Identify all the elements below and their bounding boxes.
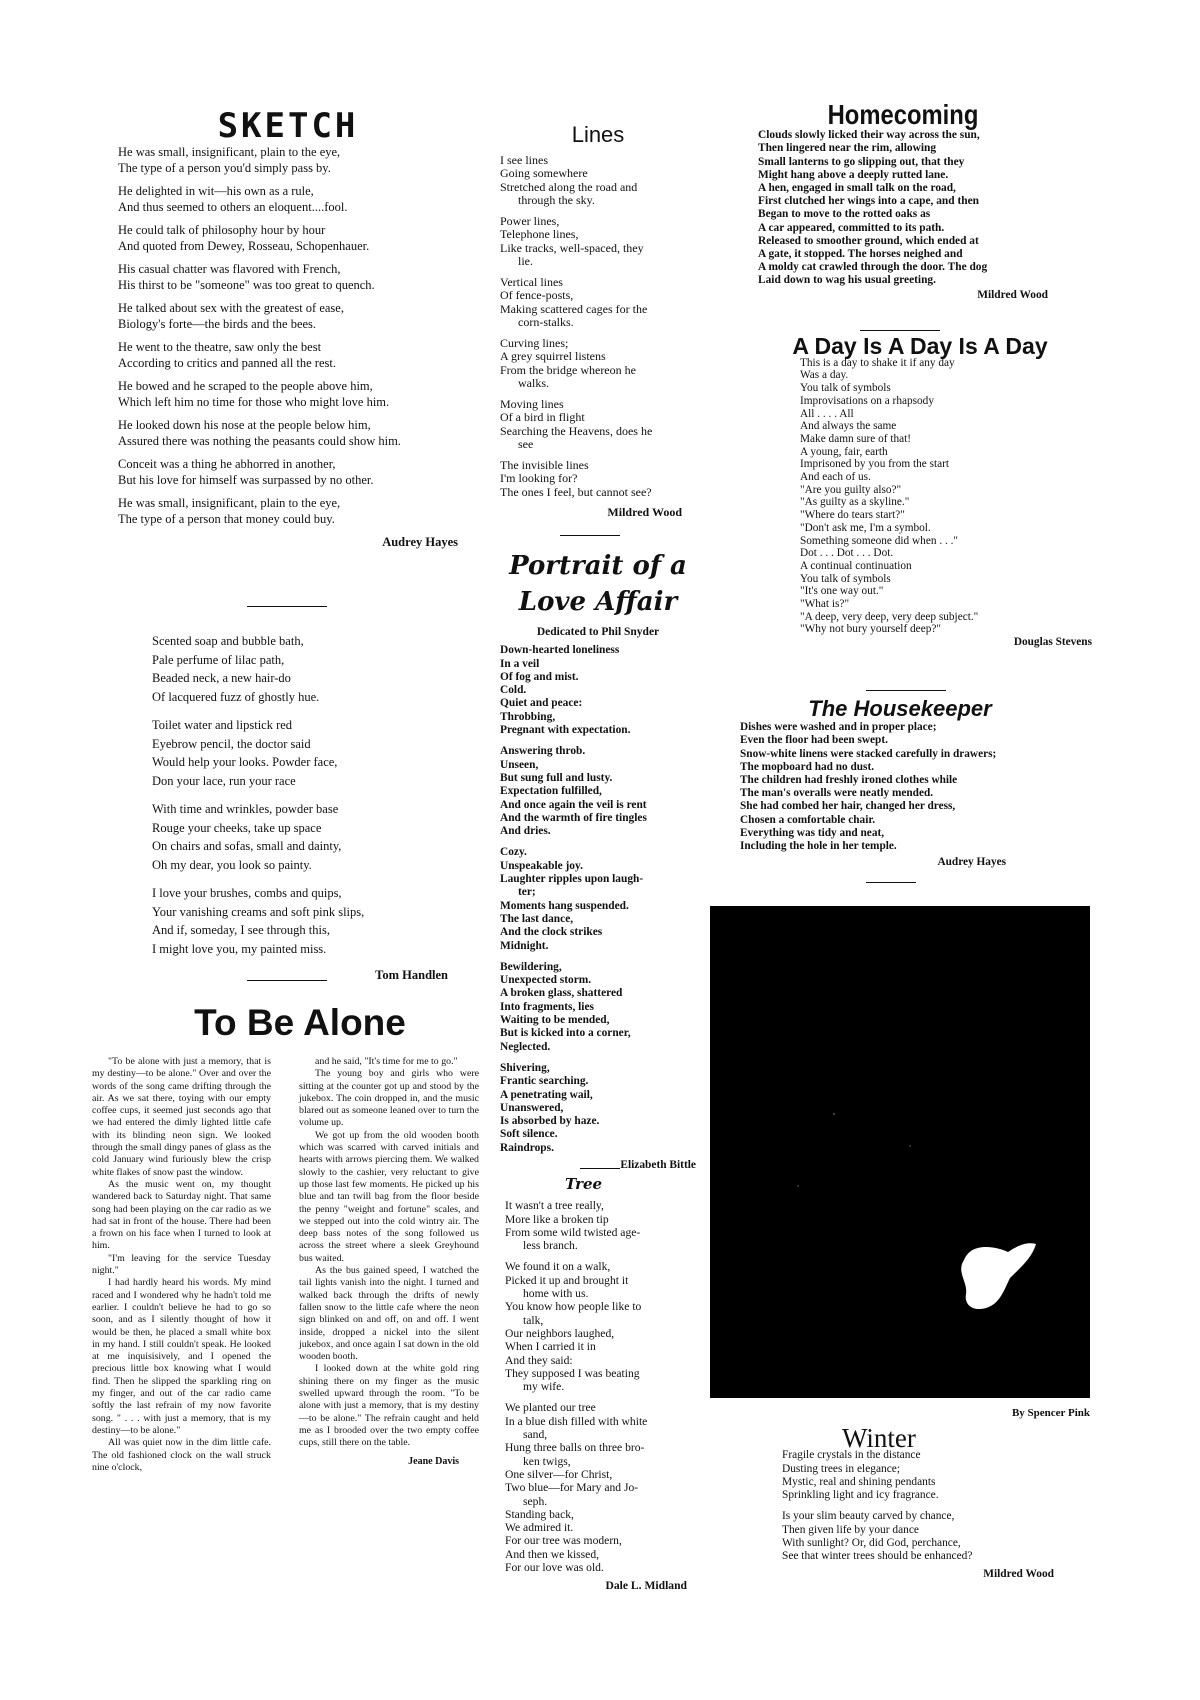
poem-line: Answering throb. [500, 745, 586, 758]
poem-line: through the sky. [518, 193, 595, 207]
poem-line: We admired it. [505, 1521, 574, 1535]
poem-line: Unseen, [500, 758, 539, 771]
poem-line: Moving lines [500, 396, 564, 411]
stanza [118, 183, 458, 215]
poem-line: On chairs and sofas, small and dainty, [152, 839, 342, 853]
poem-line: Pale perfume of lilac path, [152, 652, 285, 667]
poem-line: The type of a person that money could buy. [118, 512, 335, 526]
tree-poem [505, 1175, 701, 1593]
stanza [505, 1199, 701, 1252]
paragraph: As the bus gained speed, I watched the tail lights vanish into the night. I turned and walked back through the drifts of newly fallen snow to the little cafe where the neon sign blinked on and off, on and off. I went inside, dropped a nickel into the silent jukebox, and once again I sat down in the old wooden booth. [299, 1265, 479, 1363]
portrait-title-line1: Portrait of a [509, 551, 687, 581]
poem-line: A broken glass, shattered [500, 987, 623, 1000]
poem-line: Would help your looks. Powder face, [152, 755, 338, 769]
poem-line: Of fog and mist. [500, 670, 579, 683]
poem-line: Pregnant with expectation. [500, 724, 631, 737]
stanza [500, 1062, 696, 1155]
poem-line: With sunlight? Or, did God, perchance, [782, 1537, 961, 1550]
poem-line: All . . . . All [800, 407, 854, 420]
poem-line: Eyebrow pencil, the doctor said [152, 736, 311, 751]
portrait-poem [500, 548, 696, 1172]
stanza [500, 337, 696, 391]
poem-line: less branch. [523, 1239, 578, 1253]
poem-line: "As guilty as a skyline." [800, 496, 910, 509]
poem-line: They supposed I was beating [505, 1366, 640, 1380]
poem-line: More like a broken tip [505, 1212, 609, 1226]
divider [247, 606, 327, 607]
poem-line: Is your slim beauty carved by chance, [782, 1510, 955, 1523]
poem-line: A penetrating wail, [500, 1088, 593, 1101]
poem-line: The last dance, [500, 912, 574, 925]
poem-line: talk, [523, 1313, 544, 1327]
artwork-image [710, 906, 1090, 1398]
poem-line: Released to smoother ground, which ended at [758, 234, 979, 247]
stanza [118, 222, 458, 254]
white-shape-illustration [710, 906, 1090, 1398]
poem-line: And they said: [505, 1353, 573, 1367]
divider [580, 1168, 620, 1169]
poem-line: seph. [523, 1494, 548, 1508]
poem-line: Conceit was a thing he abhorred in another, [118, 457, 336, 471]
poem-line: But his love for himself was surpassed by no other. [118, 473, 374, 487]
alone-col2-text [299, 1056, 479, 1450]
paragraph: "I'm leaving for the service Tuesday night." [92, 1252, 271, 1277]
paragraph: and he said, "It's time for me to go." [315, 1056, 458, 1067]
a-day-author: Douglas Stevens [1013, 636, 1092, 649]
poem-line: Power lines, [500, 213, 560, 228]
poem-line: Stretched along the road and [500, 179, 638, 194]
to-be-alone-col1 [92, 1056, 271, 1474]
paragraph: The young boy and girls who were sitting at the counter got up and stood by the jukebox. The coin dropped in, and the music blared out as someone leaned over to turn the volume up. [299, 1068, 479, 1129]
poem-line: Imprisoned by you from the start [800, 458, 950, 471]
stanza [500, 745, 696, 838]
poem-line: Picked it up and brought it [505, 1273, 629, 1287]
stanza [782, 1449, 1054, 1502]
poem-line: see [518, 437, 534, 451]
poem-line: Of a bird in flight [500, 410, 585, 424]
sketch-author: Audrey Hayes [382, 535, 458, 549]
poem-line: Moments hang suspended. [500, 899, 629, 912]
poem-line: Bewildering, [500, 960, 562, 973]
poem-line: Make damn sure of that! [800, 432, 912, 445]
poem-line: And the warmth of fire tingles [500, 811, 647, 824]
paragraph: We got up from the old wooden booth which was scarred with carved initials and hearts with arrows piercing them. We walked slowly to the cashier, very reluctant to give up those last few moments. He picked up his blue and tan twill bag from the floor beside the penny "weight and fortune" scales, and we stepped out into the cold wintry air. The deep bass notes of the song followed us across the street where a sleek Greyhound bus waited. [299, 1129, 479, 1264]
lines-poem [500, 122, 696, 520]
poem-line: A hen, engaged in small talk on the road, [758, 182, 956, 195]
poem-line: "What is?" [800, 598, 850, 611]
poem-line: Soft silence. [500, 1128, 558, 1141]
poem-line: We planted our tree [505, 1401, 596, 1415]
poem-line: Unanswered, [500, 1101, 564, 1114]
painted-stanzas [152, 632, 448, 958]
divider [560, 535, 620, 536]
poem-line: And thus seemed to others an eloquent....fool. [118, 200, 348, 214]
poem-line: "Where do tears start?" [800, 509, 905, 522]
poem-line: Then lingered near the rim, allowing [758, 142, 937, 155]
poem-line: Biology's forte—the birds and the bees. [118, 317, 317, 331]
tree-stanzas [505, 1199, 701, 1574]
poem-line: Laughter ripples upon laugh- [500, 873, 644, 886]
poem-line: I might love you, my painted miss. [152, 941, 327, 956]
winter-title: Winter [842, 1423, 916, 1453]
poem-line: Don your lace, run your race [152, 773, 296, 788]
poem-line: With time and wrinkles, powder base [152, 802, 339, 816]
poem-line: Beaded neck, a new hair-do [152, 671, 291, 685]
poem-line: A gate, it stopped. The horses neighed and [758, 248, 963, 261]
poem-line: A young, fair, earth [800, 445, 888, 458]
poem-line: Telephone lines, [500, 227, 579, 241]
poem-line: lie. [518, 254, 533, 268]
stanza [505, 1260, 701, 1393]
poem-line: But sung full and lusty. [500, 771, 613, 784]
poem-line: His casual chatter was flavored with French, [118, 262, 341, 276]
poem-line: Unspeakable joy. [500, 859, 583, 872]
poem-line: Shivering, [500, 1061, 550, 1074]
poem-line: Vertical lines [500, 274, 563, 289]
painted-miss-poem [152, 632, 448, 985]
poem-line: The ones I feel, but cannot see? [500, 484, 652, 499]
stanza [118, 261, 458, 293]
poem-line: See that winter trees should be enhanced? [782, 1550, 973, 1563]
to-be-alone-title: To Be Alone [194, 1002, 406, 1043]
stanza [118, 417, 458, 449]
poem-line: I'm looking for? [500, 471, 578, 485]
poem-line: Making scattered cages for the [500, 301, 648, 316]
poem-line: Laid down to wag his usual greeting. [758, 274, 936, 287]
a-day-lines [740, 357, 1100, 636]
poem-line: Chosen a comfortable chair. [740, 813, 876, 826]
poem-line: He was small, insignificant, plain to the eye, [118, 145, 341, 159]
poem-line: Sprinkling light and icy fragrance. [782, 1489, 939, 1502]
portrait-author: Elizabeth Bittle [620, 1158, 696, 1171]
poem-line: Expectation fulfilled, [500, 785, 602, 798]
poem-line: The invisible lines [500, 457, 589, 472]
stanza [152, 632, 448, 706]
poem-line: The mopboard had no dust. [740, 760, 875, 773]
poem-line: When I carried it in [505, 1340, 596, 1354]
poem-line: You talk of symbols [800, 382, 891, 395]
stanza [152, 884, 448, 958]
divider [866, 882, 916, 883]
housekeeper-title: The Housekeeper [808, 696, 992, 721]
poem-line: First clutched her wings into a cape, and then [758, 195, 979, 208]
paragraph: As the music went on, my thought wandered back to Saturday night. That same song had been playing on the car radio as we had sat in front of the house. There had been a frown on his face when I turned to look at him. [92, 1178, 271, 1252]
stanza [500, 154, 696, 208]
sketch-title: SKETCH [217, 106, 359, 146]
poem-line: The children had freshly ironed clothes while [740, 774, 958, 787]
stanza [500, 215, 696, 269]
poem-line: Cold. [500, 684, 527, 697]
poem-line: walks. [518, 376, 549, 390]
poem-line: For our tree was modern, [505, 1534, 622, 1548]
poem-line: And always the same [800, 420, 897, 433]
homecoming-lines [758, 129, 1048, 287]
paragraph: All was quiet now in the dim little cafe. The old fashioned clock on the wall struck nine o'clock, [92, 1437, 271, 1473]
poem-line: You talk of symbols [800, 572, 891, 585]
poem-line: Dishes were washed and in proper place; [740, 721, 937, 734]
poem-line: He looked down his nose at the people below him, [118, 418, 371, 432]
poem-line: And the clock strikes [500, 926, 603, 939]
poem-line: Scented soap and bubble bath, [152, 634, 304, 648]
poem-line: Our neighbors laughed, [505, 1326, 615, 1340]
poem-line: His thirst to be "someone" was too great to quench. [118, 278, 375, 292]
stanza [500, 961, 696, 1054]
homecoming-author: Mildred Wood [977, 288, 1048, 301]
poem-line: He went to the theatre, saw only the best [118, 340, 322, 354]
housekeeper-lines [740, 721, 1060, 853]
poem-line: We found it on a walk, [505, 1260, 611, 1274]
tree-title: Tree [565, 1175, 603, 1193]
stanza [500, 459, 696, 500]
poem-line: From some wild twisted age- [505, 1225, 641, 1239]
stanza [505, 1401, 701, 1574]
painted-author: Tom Handlen [375, 968, 448, 982]
winter-stanzas [782, 1449, 1054, 1563]
poem-line: Is absorbed by haze. [500, 1115, 600, 1128]
poem-line: The man's overalls were neatly mended. [740, 787, 934, 800]
poem-line: Like tracks, well-spaced, they [500, 240, 644, 255]
poem-line: Oh my dear, you look so painty. [152, 857, 312, 872]
poem-line: A continual continuation [800, 559, 912, 572]
poem-line: "A deep, very deep, very deep subject." [800, 610, 979, 623]
stanza [782, 1510, 1054, 1563]
poem-line: Mystic, real and shining pendants [782, 1475, 936, 1488]
poem-line: Something someone did when . . ." [800, 534, 959, 547]
poem-line: Began to move to the rotted oaks as [758, 208, 931, 221]
to-be-alone-col2 [299, 1056, 479, 1468]
poem-line: Improvisations on a rhapsody [800, 394, 934, 407]
poem-line: Neglected. [500, 1040, 551, 1053]
poem-line: home with us. [523, 1287, 589, 1301]
poem-line: According to critics and panned all the rest. [118, 356, 336, 370]
divider [247, 980, 327, 981]
poem-line: Toilet water and lipstick red [152, 718, 293, 732]
housekeeper-poem [740, 696, 1060, 869]
poem-line: A car appeared, committed to its path. [758, 221, 945, 234]
stanza [500, 846, 696, 952]
winter-poem [782, 1423, 1054, 1581]
poem-line: The type of a person you'd simply pass by. [118, 161, 331, 175]
poem-line: She had combed her hair, changed her dress, [740, 800, 956, 813]
paragraph: I looked down at the white gold ring shining there on my finger as the music swelled upward through the room. "To be alone with just a memory, that is my destiny—to be alone." The refrain caught and held me as I brooded over the two empty coffee cups, still there on the table. [299, 1363, 479, 1449]
poem-line: He was small, insignificant, plain to the eye, [118, 496, 341, 510]
poem-line: He delighted in wit—his own as a rule, [118, 184, 314, 198]
poem-line: I see lines [500, 152, 548, 167]
alone-col1-text [92, 1056, 271, 1474]
stanza [500, 276, 696, 330]
poem-line: Rouge your cheeks, take up space [152, 820, 322, 835]
sketch-stanzas [118, 144, 458, 527]
poem-line: "Are you guilty also?" [800, 483, 902, 496]
poem-line: Going somewhere [500, 166, 588, 180]
stanza [500, 398, 696, 452]
poem-line: Your vanishing creams and soft pink slips, [152, 904, 365, 919]
housekeeper-author: Audrey Hayes [937, 856, 1006, 869]
poem-line: He bowed and he scraped to the people above him, [118, 379, 373, 393]
stanza [118, 339, 458, 371]
poem-line: And then we kissed, [505, 1547, 600, 1561]
poem-line: In a veil [500, 657, 540, 670]
poem-line: Fragile crystals in the distance [782, 1449, 921, 1462]
poem-line: A moldy cat crawled through the door. The dog [758, 261, 988, 274]
poem-line: Dot . . . Dot . . . Dot. [800, 547, 894, 560]
stanza [118, 300, 458, 332]
poem-line: Small lanterns to go slipping out, that they [758, 155, 965, 168]
poem-line: A grey squirrel listens [500, 349, 606, 363]
poem-line: He could talk of philosophy hour by hour [118, 223, 326, 237]
stanza [152, 716, 448, 790]
homecoming-title: Homecoming [827, 99, 979, 130]
poem-line: Two blue—for Mary and Jo- [505, 1481, 639, 1495]
poem-line: Curving lines; [500, 335, 569, 350]
poem-line: Of fence-posts, [500, 288, 574, 302]
lines-author: Mildred Wood [607, 505, 682, 519]
poem-line: Then given life by your dance [782, 1523, 919, 1536]
poem-line: Raindrops. [500, 1141, 554, 1154]
poem-line: It wasn't a tree really, [505, 1199, 604, 1213]
divider [866, 690, 946, 691]
poem-line: And once again the veil is rent [500, 798, 647, 811]
poem-line: And if, someday, I see through this, [152, 923, 330, 937]
sketch-poem [118, 106, 458, 550]
homecoming-poem [758, 99, 1048, 302]
poem-line: Midnight. [500, 939, 549, 952]
tree-author: Dale L. Midland [605, 1579, 687, 1593]
poem-line: You know how people like to [505, 1300, 642, 1314]
poem-line: "It's one way out." [800, 585, 884, 598]
poem-line: Everything was tidy and neat, [740, 826, 885, 839]
poem-line: Frantic searching. [500, 1075, 589, 1088]
poem-line: Searching the Heavens, does he [500, 423, 653, 438]
poem-line: sand, [523, 1428, 548, 1442]
poem-line: And dries. [500, 825, 551, 838]
poem-line: Down-hearted loneliness [500, 644, 620, 657]
poem-line: Snow-white linens were stacked carefully in drawers; [740, 747, 997, 760]
poem-line: Clouds slowly licked their way across the sun, [758, 129, 980, 142]
stanza [118, 378, 458, 410]
a-day-title: A Day Is A Day Is A Day [792, 333, 1048, 359]
poem-line: ter; [518, 886, 536, 899]
poem-line: He talked about sex with the greatest of ease, [118, 301, 344, 315]
poem-line: Cozy. [500, 846, 527, 859]
alone-author: Jeane Davis [408, 1455, 459, 1467]
poem-line: And each of us. [800, 471, 871, 484]
poem-line: "Don't ask me, I'm a symbol. [800, 521, 931, 534]
poem-line: Standing back, [505, 1507, 574, 1521]
paragraph: "To be alone with just a memory, that is my destiny—to be alone." Over and over the words of the song came drifting through the air. As we sat there, toying with our empty coffee cups, it seemed just seconds ago that we had entered the dimly lighted little cafe with its blinding neon sign. We looked through the small dingy panes of glass as the cold January wind furiously blew the crisp white flakes of snow past the window. [92, 1056, 271, 1178]
poem-line: my wife. [523, 1380, 565, 1394]
poem-line: Was a day. [800, 369, 849, 382]
poem-line: Assured there was nothing the peasants could show him. [118, 434, 401, 448]
poem-line: Of lacquered fuzz of ghostly hue. [152, 689, 320, 704]
poem-line: One silver—for Christ, [505, 1467, 613, 1481]
poem-line: Throbbing, [500, 710, 556, 723]
a-day-poem [740, 333, 1100, 649]
lines-title: Lines [571, 122, 625, 147]
portrait-dedication: Dedicated to Phil Snyder [536, 626, 660, 638]
poem-line: "Why not bury yourself deep?" [800, 623, 941, 636]
portrait-title-line2: Love Affair [518, 587, 678, 617]
stanza [118, 456, 458, 488]
poem-line: Dusting trees in elegance; [782, 1462, 900, 1475]
stanza [118, 495, 458, 527]
poem-line: Which left him no time for those who might love him. [118, 395, 390, 409]
poem-line: ken twigs, [523, 1454, 571, 1468]
poem-line: Waiting to be mended, [500, 1014, 610, 1027]
poem-line: And quoted from Dewey, Rosseau, Schopenhauer. [118, 239, 370, 253]
portrait-stanzas [500, 644, 696, 1155]
poem-line: Might hang above a deeply rutted lane. [758, 168, 949, 181]
divider [860, 330, 940, 331]
poem-line: Quiet and peace: [500, 697, 583, 710]
poem-line: From the bridge whereon he [500, 362, 636, 377]
poem-line: Hung three balls on three bro- [505, 1441, 645, 1455]
winter-author: Mildred Wood [983, 1567, 1054, 1580]
poem-line: corn-stalks. [518, 315, 574, 329]
poem-line: Unexpected storm. [500, 974, 592, 987]
stanza [152, 800, 448, 874]
poem-line: But is kicked into a corner, [500, 1027, 631, 1040]
poem-line: For our love was old. [505, 1561, 604, 1575]
paragraph: I had hardly heard his words. My mind raced and I wondered why he hadn't told me earlier. I couldn't believe he had to go so soon, and as I silently thought of how it would be then, he placed a small white box in my hand. I still couldn't speak. He looked at me inquisisively, and I opened the precious little box knowing what I would find. Then he slipped the sparkling ring on my finger, and out of the car radio came softly the last refrain of my now favorite song. " . . . with just a memory, that is my destiny—to be alone." [92, 1277, 271, 1436]
poem-line: I love your brushes, combs and quips, [152, 886, 342, 900]
lines-stanzas [500, 154, 696, 500]
poem-line: Even the floor had been swept. [740, 734, 888, 747]
poem-line: Including the hole in her temple. [740, 840, 897, 853]
stanza [118, 144, 458, 176]
poem-line: Into fragments, lies [500, 1000, 594, 1013]
stanza [500, 644, 696, 737]
poem-line: This is a day to shake it if any day [800, 356, 955, 369]
artwork-credit: By Spencer Pink [1011, 1407, 1090, 1419]
poem-line: In a blue dish filled with white [505, 1414, 648, 1428]
